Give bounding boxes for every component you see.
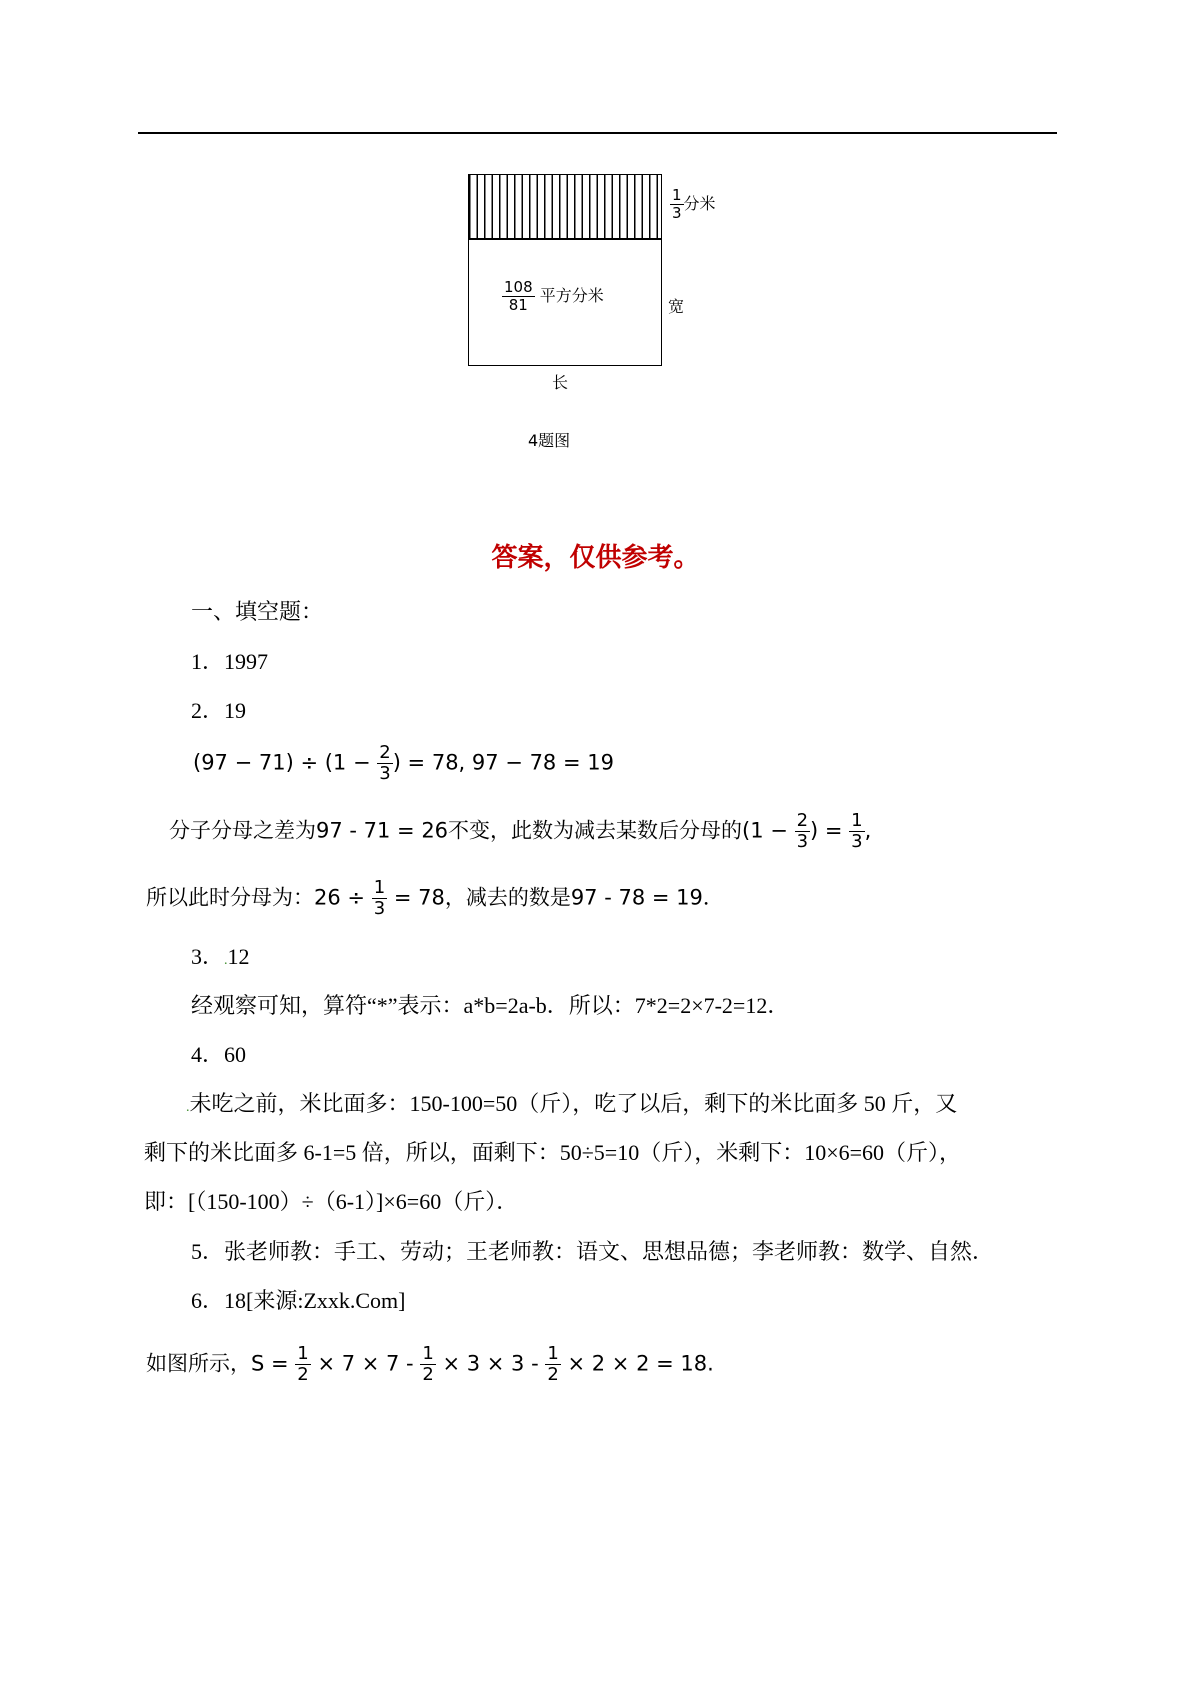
shaded-strip bbox=[468, 174, 662, 240]
formula-text: 如图所示，S = bbox=[146, 1351, 289, 1376]
problem-4-figure bbox=[468, 174, 738, 454]
answer-5: 5．张老师教：手工、劳动；王老师教：语文、思想品德；李老师教：数学、自然． bbox=[191, 1239, 995, 1264]
explanation-text: , bbox=[864, 818, 872, 843]
answer-4: 4．60 bbox=[191, 1042, 247, 1067]
answer-6: 6．18[来源:Zxxk.Com] bbox=[191, 1288, 406, 1313]
area-label bbox=[502, 280, 604, 313]
fraction-denominator: 3 bbox=[379, 763, 391, 784]
answer-2: 2．19 bbox=[191, 698, 247, 723]
fraction-numerator: 2 bbox=[379, 742, 391, 763]
explanation-text: = 78，减去的数是97 - 78 = 19． bbox=[393, 885, 724, 910]
answer-4-explanation-1 bbox=[186, 1090, 957, 1122]
figure-caption: 4题图 bbox=[528, 431, 571, 450]
fraction-numerator: 1 bbox=[672, 186, 682, 204]
fraction-numerator: 2 bbox=[796, 810, 809, 831]
answer-2-explanation-1 bbox=[169, 812, 871, 851]
annotation-mark: . bbox=[224, 953, 228, 968]
answer-3-explanation: 经观察可知，算符“*”表示：a*b=2a-b．所以：7*2=2×7-2=12． bbox=[191, 993, 790, 1018]
explanation-text: ) = bbox=[810, 818, 843, 843]
fraction-numerator: 1 bbox=[851, 810, 863, 831]
fraction-numerator: 1 bbox=[297, 1343, 309, 1364]
fraction-denominator: 3 bbox=[796, 831, 809, 852]
answer-4-explanation-3: 即：[（150-100）÷（6-1）]×6=60（斤）． bbox=[144, 1189, 519, 1214]
unit-text: 平方分米 bbox=[539, 286, 604, 305]
fraction-denominator: 81 bbox=[508, 296, 528, 314]
answer-2-explanation-2 bbox=[146, 879, 724, 918]
answer-1: 1．1997 bbox=[191, 649, 269, 674]
answer-3 bbox=[191, 943, 250, 975]
answer-2-formula bbox=[193, 744, 614, 783]
formula-text: × 7 × 7 - bbox=[317, 1351, 414, 1376]
fraction-denominator: 2 bbox=[422, 1364, 434, 1385]
explanation-text: 未吃之前，米比面多：150-100=50（斤），吃了以后，剩下的米比面多 50 斤，又 bbox=[189, 1091, 958, 1116]
fraction-denominator: 3 bbox=[851, 831, 863, 852]
answer-value: 12 bbox=[227, 944, 250, 969]
fraction-denominator: 3 bbox=[373, 898, 386, 919]
fraction-numerator: 1 bbox=[547, 1343, 559, 1364]
answer-title: 答案，仅供参考。 bbox=[491, 543, 700, 572]
fraction-denominator: 2 bbox=[297, 1364, 309, 1385]
header-rule bbox=[138, 132, 1057, 134]
answer-6-formula bbox=[146, 1345, 714, 1384]
explanation-text: 所以此时分母为：26 ÷ bbox=[146, 885, 365, 910]
explanation-text: 分子分母之差为97 - 71 = 26不变，此数为减去某数后分母的(1 − bbox=[169, 818, 788, 843]
formula-text: × 2 × 2 = 18. bbox=[567, 1351, 714, 1376]
width-label: 宽 bbox=[668, 297, 685, 316]
unit-text: 分米 bbox=[683, 194, 716, 213]
answer-4-explanation-2: 剩下的米比面多 6-1=5 倍，所以，面剩下：50÷5=10（斤），米剩下：10×6=60（斤）， bbox=[144, 1140, 962, 1165]
formula-text: (97 − 71) ÷ (1 − bbox=[193, 750, 371, 775]
fraction-numerator: 108 bbox=[504, 278, 533, 296]
formula-text: ) = 78, 97 − 78 = 19 bbox=[392, 750, 614, 775]
section-heading: 一、填空题： bbox=[191, 599, 324, 624]
annotation-mark: . bbox=[186, 1100, 190, 1115]
strip-width-label bbox=[670, 188, 716, 221]
fraction-denominator: 2 bbox=[547, 1364, 559, 1385]
fraction-numerator: 1 bbox=[373, 877, 386, 898]
fraction-numerator: 1 bbox=[422, 1343, 434, 1364]
answer-number: 3． bbox=[191, 944, 225, 969]
fraction-denominator: 3 bbox=[672, 204, 682, 222]
formula-text: × 3 × 3 - bbox=[442, 1351, 539, 1376]
length-label: 长 bbox=[552, 373, 569, 392]
